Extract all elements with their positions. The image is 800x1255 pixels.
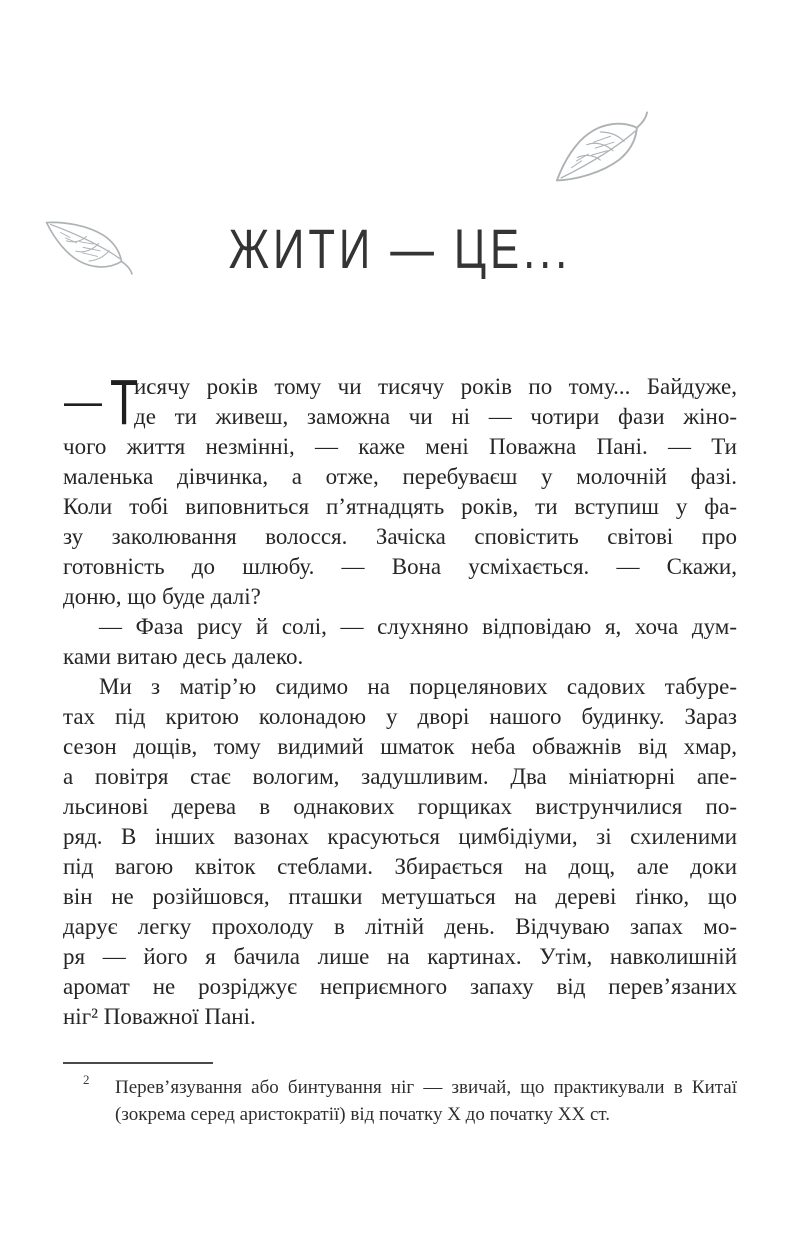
text-line: ками витаю десь далеко. — [63, 644, 304, 669]
text-line: маленька дівчинка, а отже, перебуваєш у молочній фазі. — [63, 464, 737, 489]
dropcap-letter: Т — [110, 366, 139, 438]
footnote-line: (зокрема серед аристократії) від початку X до початку XX ст. — [115, 1104, 611, 1125]
text-line: чого життя незмінні, — каже мені Поважна Пані. — Ти — [63, 434, 737, 459]
footnote — [63, 1062, 737, 1128]
text-line: исячу років тому чи тисячу років по тому... Байдуже, — [134, 374, 737, 399]
dialogue-dash: — — [64, 380, 102, 424]
text-line: ніг² Поважної Пані. — [63, 1004, 256, 1029]
body-lines — [63, 366, 737, 1032]
text-line: ряд. В інших вазонах красуються цимбідіуми, зі схиленими — [63, 824, 737, 849]
chapter-title: ЖИТИ — ЦЕ... — [228, 217, 572, 280]
footnote-divider — [63, 1062, 213, 1064]
footnote-lines — [115, 1074, 737, 1128]
footnote-line: Перев’язування або бинтування ніг — звичай, що практикували в Китаї — [115, 1077, 737, 1098]
text-line: ря — його я бачила лише на картинах. Утім, навколишній — [63, 944, 737, 969]
text-line: а повітря стає вологим, задушливим. Два мініатюрні апе- — [63, 764, 737, 789]
dropcap — [63, 366, 139, 438]
text-line: доню, що буде далі? — [63, 584, 261, 609]
text-line: він не розійшовся, пташки метушаться на дереві ґінко, що — [63, 884, 737, 909]
text-line: тах під критою колонадою у дворі нашого будинку. Зараз — [63, 704, 737, 729]
text-line: Ми з матір’ю сидимо на порцелянових садових табуре- — [99, 674, 737, 699]
leaf-sketch-icon-right — [551, 106, 653, 192]
text-line: аромат не розріджує неприємного запаху від перев’язаних — [63, 974, 737, 999]
text-line: Коли тобі виповниться п’ятнадцять років, ти вступиш у фа- — [63, 494, 737, 519]
text-line: — Фаза рису й солі, — слухняно відповідаю я, хоча дум- — [99, 614, 737, 639]
text-line: льсинові дерева в однакових горщиках виструнчилися по- — [63, 794, 737, 819]
text-line: сезон дощів, тому видимий шматок неба обважнів від хмар, — [63, 734, 737, 759]
text-line: зу заколювання волосся. Зачіска сповістить світові про — [63, 524, 737, 549]
text-line: готовність до шлюбу. — Вона усміхається. — Скажи, — [63, 554, 737, 579]
text-line: під вагою квіток стеблами. Збирається на дощ, але доки — [63, 854, 737, 879]
text-line: де ти живеш, заможна чи ні — чотири фази жіно- — [134, 404, 737, 429]
footnote-marker: 2 — [83, 1072, 90, 1087]
body-text — [63, 366, 737, 1032]
text-line: дарує легку прохолоду в літній день. Відчуваю запах мо- — [63, 914, 737, 939]
